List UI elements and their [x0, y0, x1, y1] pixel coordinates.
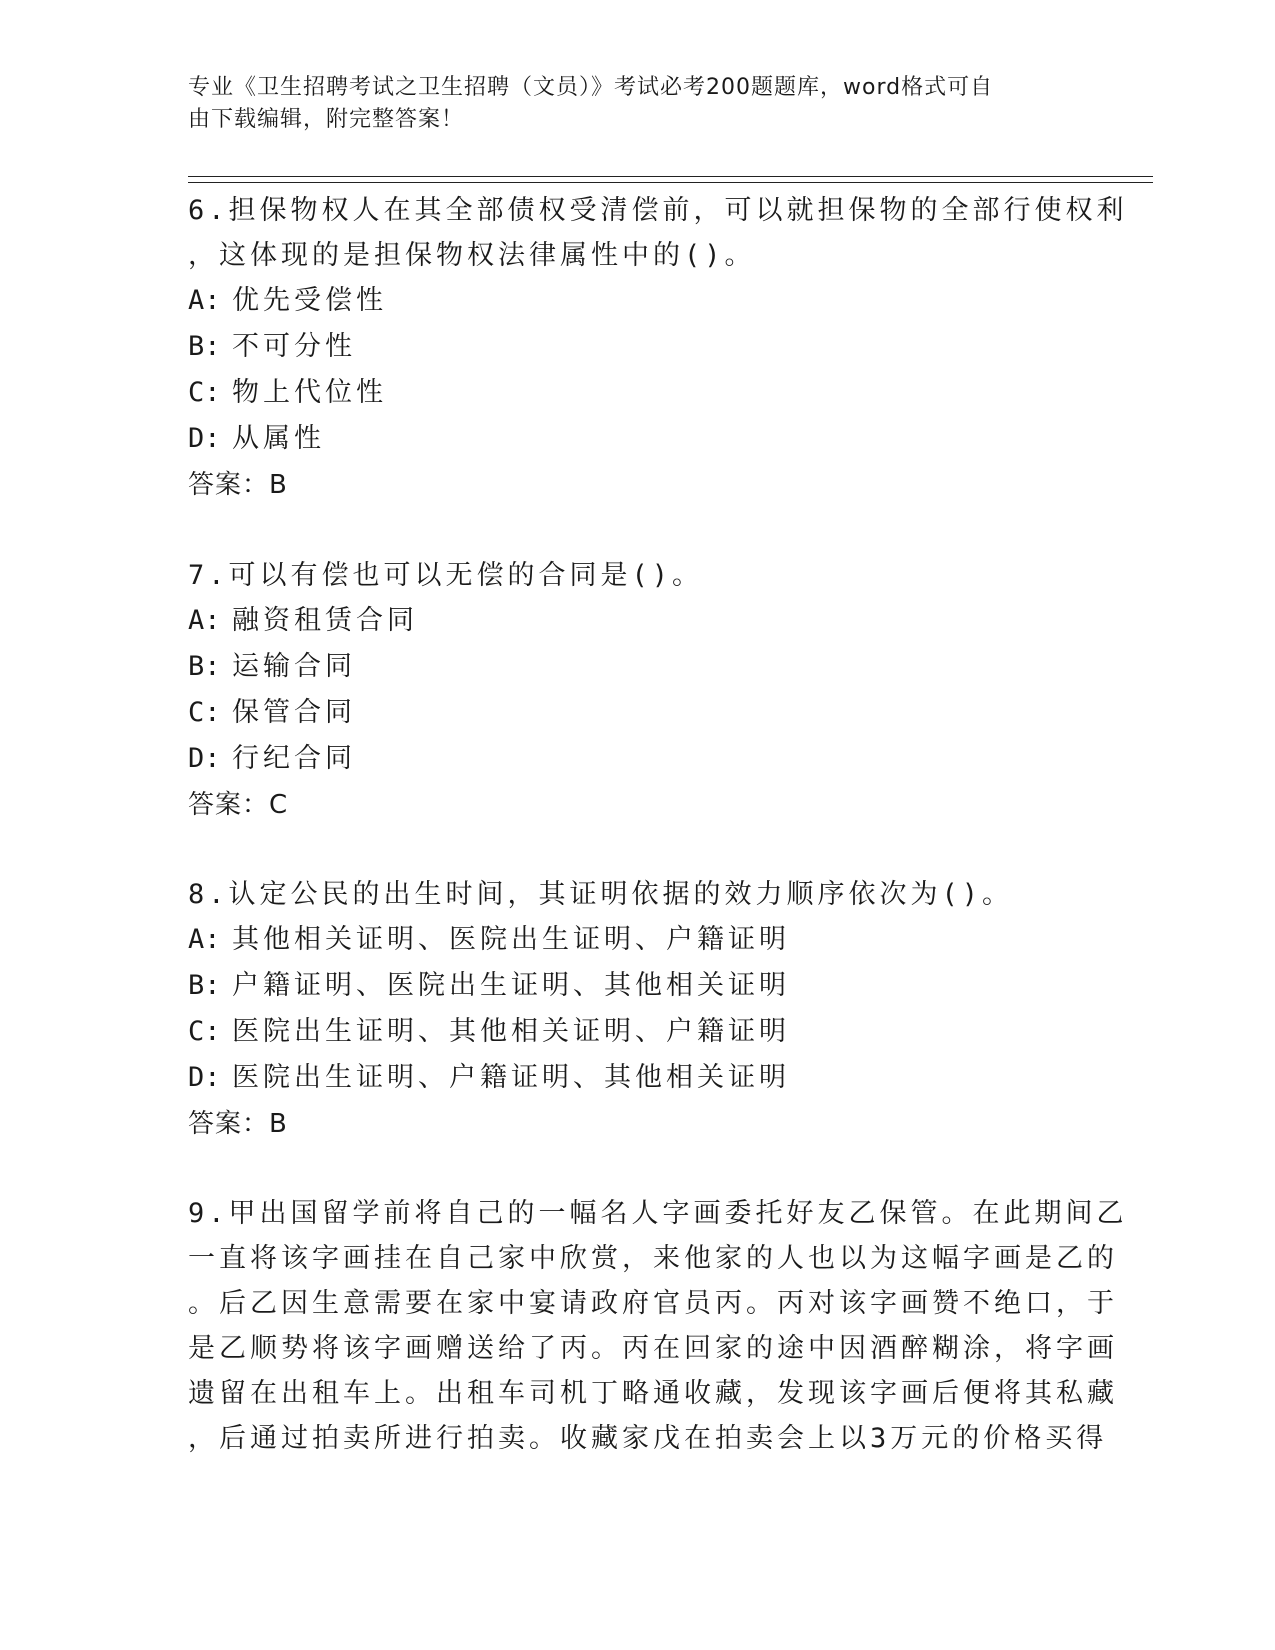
- option-text: 运输合同: [232, 651, 356, 682]
- option-key: A:: [188, 285, 221, 316]
- question-stem-line: 9.甲出国留学前将自己的一幅名人字画委托好友乙保管。在此期间乙: [188, 1198, 1128, 1229]
- option-c: [188, 370, 1068, 416]
- option-a: [188, 917, 1068, 963]
- option-text: 行纪合同: [232, 743, 356, 774]
- option-key: D:: [188, 743, 221, 774]
- option-c: [188, 690, 1068, 736]
- option-text: 户籍证明、医院出生证明、其他相关证明: [232, 970, 790, 1001]
- option-text: 物上代位性: [232, 377, 387, 408]
- question-6: [188, 188, 1128, 508]
- answer: 答案：C: [188, 790, 289, 820]
- question-stem-line: 。后乙因生意需要在家中宴请政府官员丙。丙对该字画赞不绝口，于: [188, 1288, 1118, 1319]
- option-a: [188, 598, 1068, 644]
- question-stem-line: 7.可以有偿也可以无偿的合同是()。: [188, 560, 704, 591]
- option-text: 医院出生证明、其他相关证明、户籍证明: [232, 1016, 790, 1047]
- option-c: [188, 1009, 1068, 1055]
- option-text: 从属性: [232, 423, 325, 454]
- option-text: 保管合同: [232, 697, 356, 728]
- option-text: 融资租赁合同: [232, 605, 418, 636]
- option-text: 医院出生证明、户籍证明、其他相关证明: [232, 1062, 790, 1093]
- question-stem-line: 6.担保物权人在其全部债权受清偿前，可以就担保物的全部行使权利: [188, 195, 1128, 226]
- option-key: B:: [188, 970, 221, 1001]
- header-line-2: 由下载编辑，附完整答案！: [188, 107, 465, 132]
- option-key: C:: [188, 697, 221, 728]
- option-b: [188, 963, 1068, 1009]
- option-key: D:: [188, 423, 221, 454]
- question-stem-line: ，后通过拍卖所进行拍卖。收藏家戊在拍卖会上以3万元的价格买得: [188, 1423, 1108, 1454]
- question-9: [188, 1191, 1128, 1461]
- option-d: [188, 736, 1068, 782]
- option-b: [188, 644, 1068, 690]
- answer: 答案：B: [188, 470, 288, 500]
- option-text: 其他相关证明、医院出生证明、户籍证明: [232, 924, 790, 955]
- question-8: [188, 872, 1068, 1147]
- header-rule-top: [188, 176, 1153, 177]
- question-stem-line: ，这体现的是担保物权法律属性中的()。: [188, 240, 756, 271]
- option-key: D:: [188, 1062, 221, 1093]
- question-stem-line: 一直将该字画挂在自己家中欣赏，来他家的人也以为这幅字画是乙的: [188, 1243, 1118, 1274]
- option-key: A:: [188, 605, 221, 636]
- option-key: C:: [188, 1016, 221, 1047]
- option-key: B:: [188, 651, 221, 682]
- option-d: [188, 1055, 1068, 1101]
- option-key: B:: [188, 331, 221, 362]
- question-stem-line: 是乙顺势将该字画赠送给了丙。丙在回家的途中因酒醉糊涂，将字画: [188, 1333, 1118, 1364]
- document-header: [188, 72, 1068, 136]
- option-text: 优先受偿性: [232, 285, 387, 316]
- option-b: [188, 324, 1068, 370]
- option-key: C:: [188, 377, 221, 408]
- header-line-1: 专业《卫生招聘考试之卫生招聘（文员）》考试必考200题题库，word格式可自: [188, 75, 994, 100]
- option-text: 不可分性: [232, 331, 356, 362]
- option-key: A:: [188, 924, 221, 955]
- header-rule-bottom: [188, 182, 1153, 183]
- option-d: [188, 416, 1068, 462]
- option-a: [188, 278, 1068, 324]
- question-stem-line: 遗留在出租车上。出租车司机丁略通收藏，发现该字画后便将其私藏: [188, 1378, 1118, 1409]
- question-7: [188, 553, 1068, 828]
- question-stem-line: 8.认定公民的出生时间，其证明依据的效力顺序依次为()。: [188, 879, 1014, 910]
- answer: 答案：B: [188, 1109, 288, 1139]
